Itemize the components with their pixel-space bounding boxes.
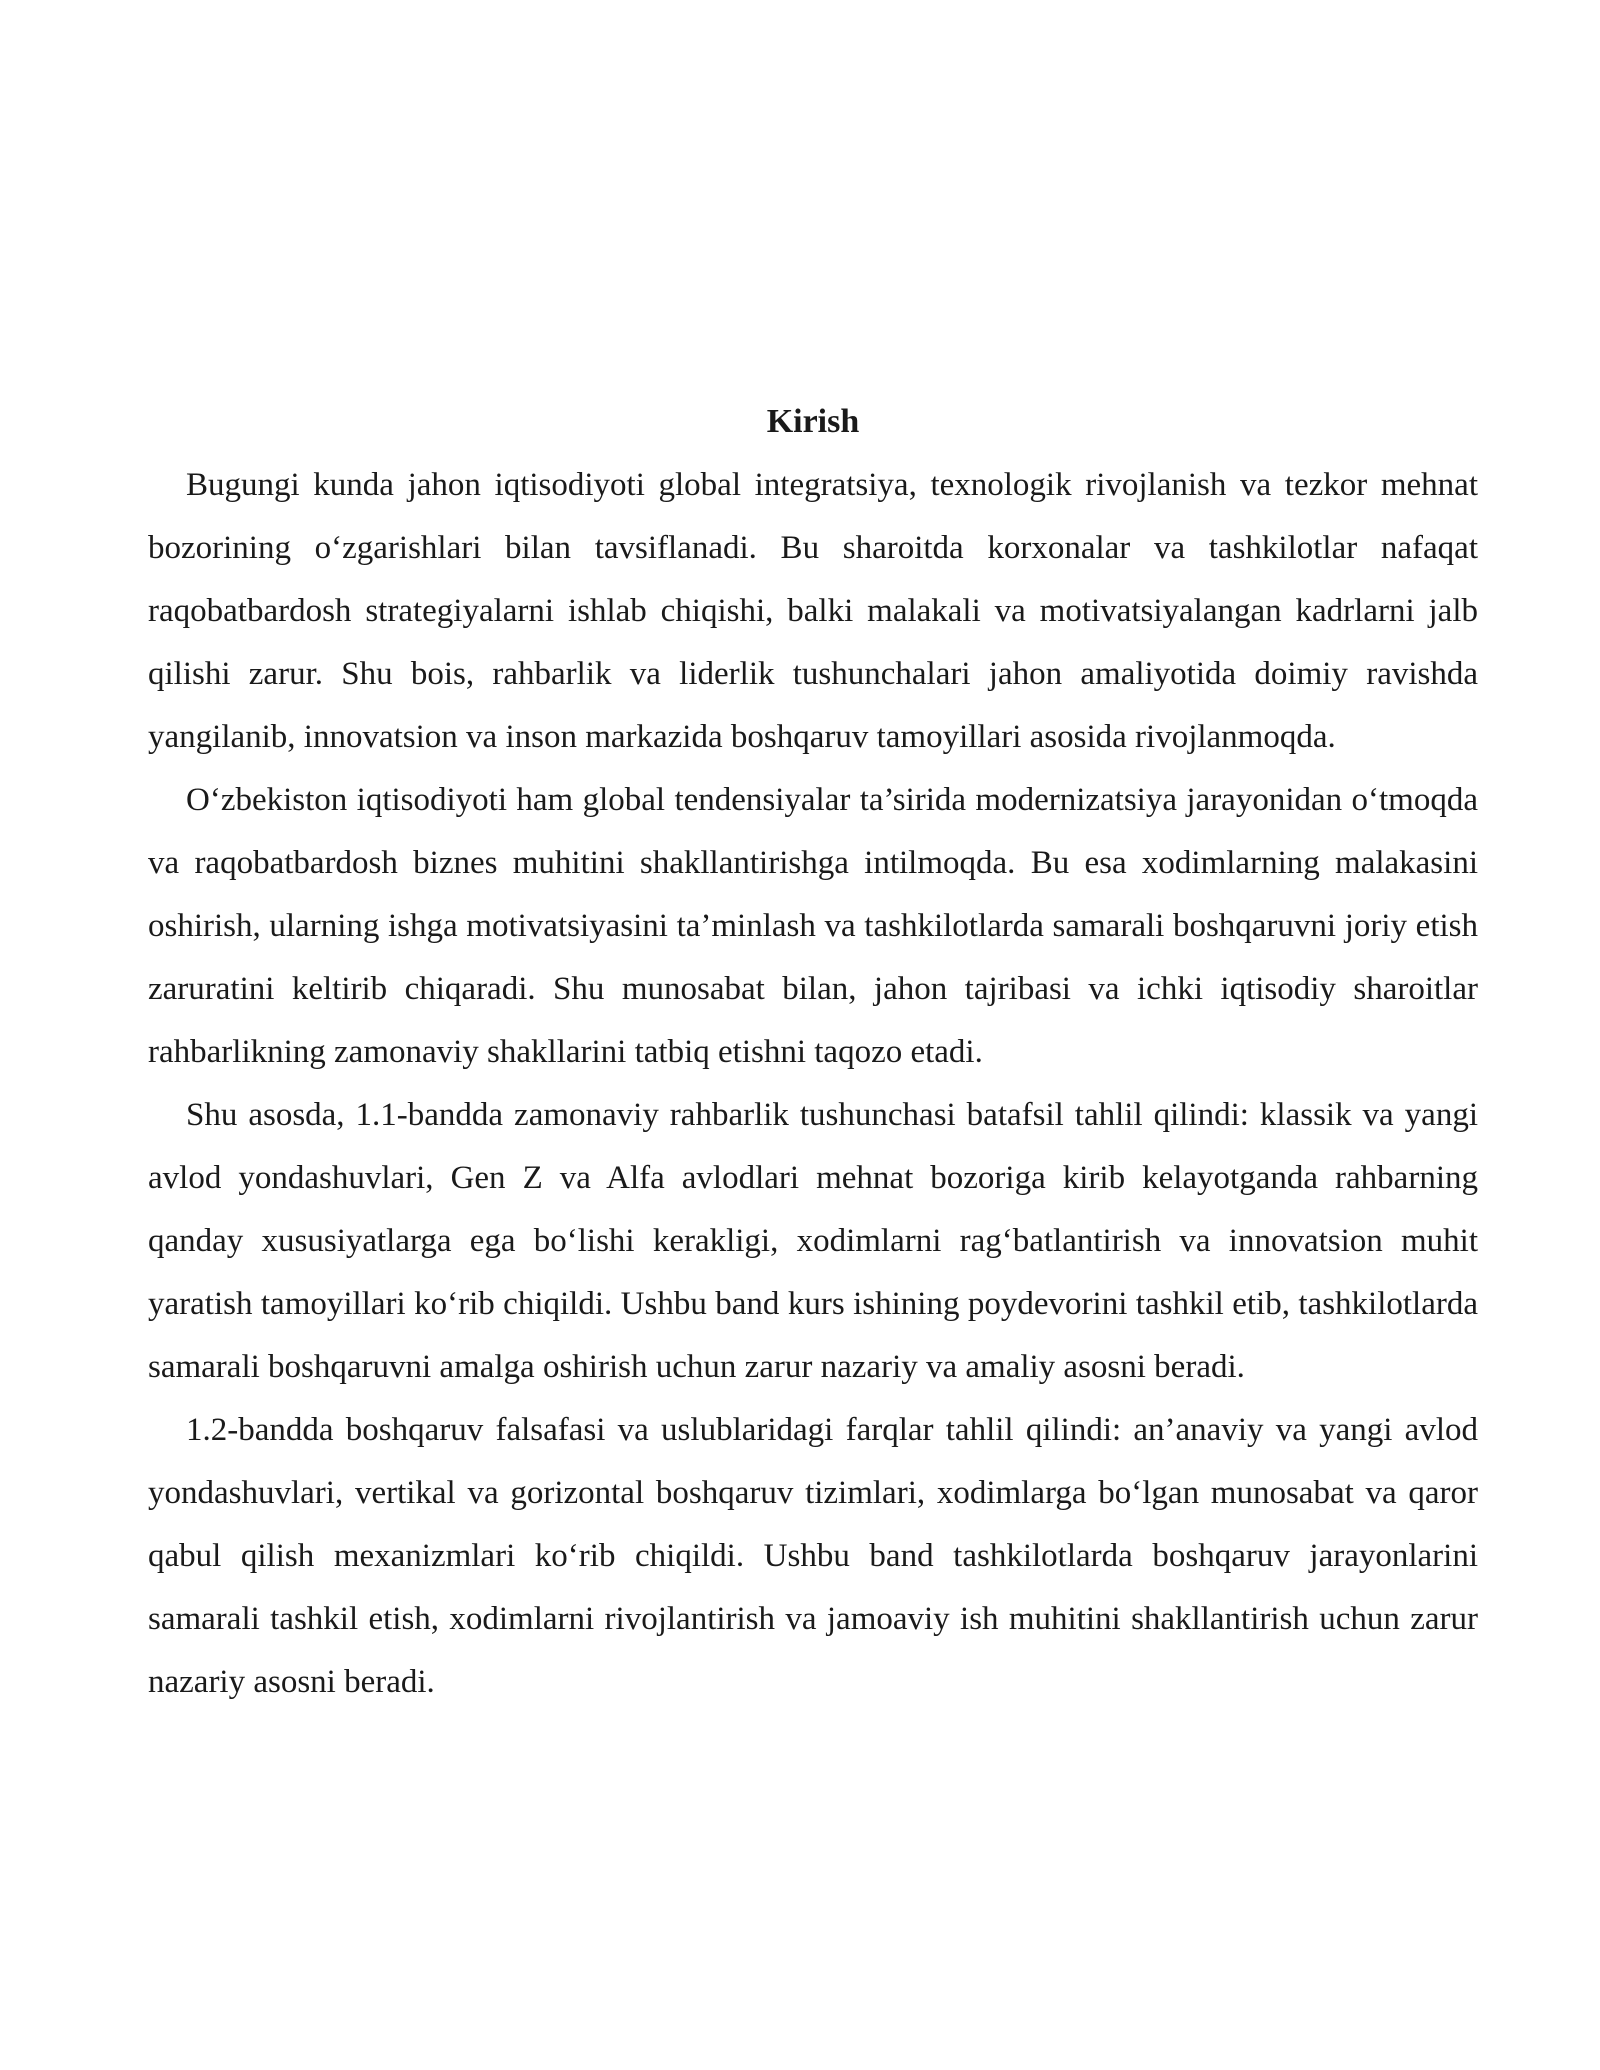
paragraph-3: Shu asosda, 1.1-bandda zamonaviy rahbarlik tushunchasi batafsil tahlil qilindi: klassik va yangi avlod yondashuvlari, Gen Z va Alfa avlodlari mehnat bozoriga kirib kelayotganda rahbarning qanday xususiyatlarga ega bo‘lishi kerakligi, xodimlarni rag‘batlantirish va innovatsion muhit yaratish tamoyillari ko‘rib chiqildi. Ushbu band kurs ishining poydevorini tashkil etib, tashkilotlarda samarali boshqaruvni amalga oshirish uchun zarur nazariy va amaliy asosni beradi.	[148, 1097, 1478, 1385]
paragraph-2: O‘zbekiston iqtisodiyoti ham global tendensiyalar ta’sirida modernizatsiya jarayonidan o‘tmoqda va raqobatbardosh biznes muhitini shakllantirishga intilmoqda. Bu esa xodimlarning malakasini oshirish, ularning ishga motivatsiyasini ta’minlash va tashkilotlarda samarali boshqaruvni joriy etish zaruratini keltirib chiqaradi. Shu munosabat bilan, jahon tajribasi va ichki iqtisodiy sharoitlar rahbarlikning zamonaviy shakllarini tatbiq etishni taqozo etadi.	[148, 782, 1478, 1070]
document-body	[148, 396, 1478, 1714]
paragraph-1: Bugungi kunda jahon iqtisodiyoti global integratsiya, texnologik rivojlanish va tezkor mehnat bozorining o‘zgarishlari bilan tavsiflanadi. Bu sharoitda korxonalar va tashkilotlar nafaqat raqobatbardosh strategiyalarni ishlab chiqishi, balki malakali va motivatsiyalangan kadrlarni jalb qilishi zarur. Shu bois, rahbarlik va liderlik tushunchalari jahon amaliyotida doimiy ravishda yangilanib, innovatsion va inson markazida boshqaruv tamoyillari asosida rivojlanmoqda.	[148, 467, 1478, 755]
paragraph-4: 1.2-bandda boshqaruv falsafasi va uslublaridagi farqlar tahlil qilindi: an’anaviy va yangi avlod yondashuvlari, vertikal va gorizontal boshqaruv tizimlari, xodimlarga bo‘lgan munosabat va qaror qabul qilish mexanizmlari ko‘rib chiqildi. Ushbu band tashkilotlarda boshqaruv jarayonlarini samarali tashkil etish, xodimlarni rivojlantirish va jamoaviy ish muhitini shakllantirish uchun zarur nazariy asosni beradi.	[148, 1412, 1478, 1700]
section-title: Kirish	[766, 403, 860, 440]
